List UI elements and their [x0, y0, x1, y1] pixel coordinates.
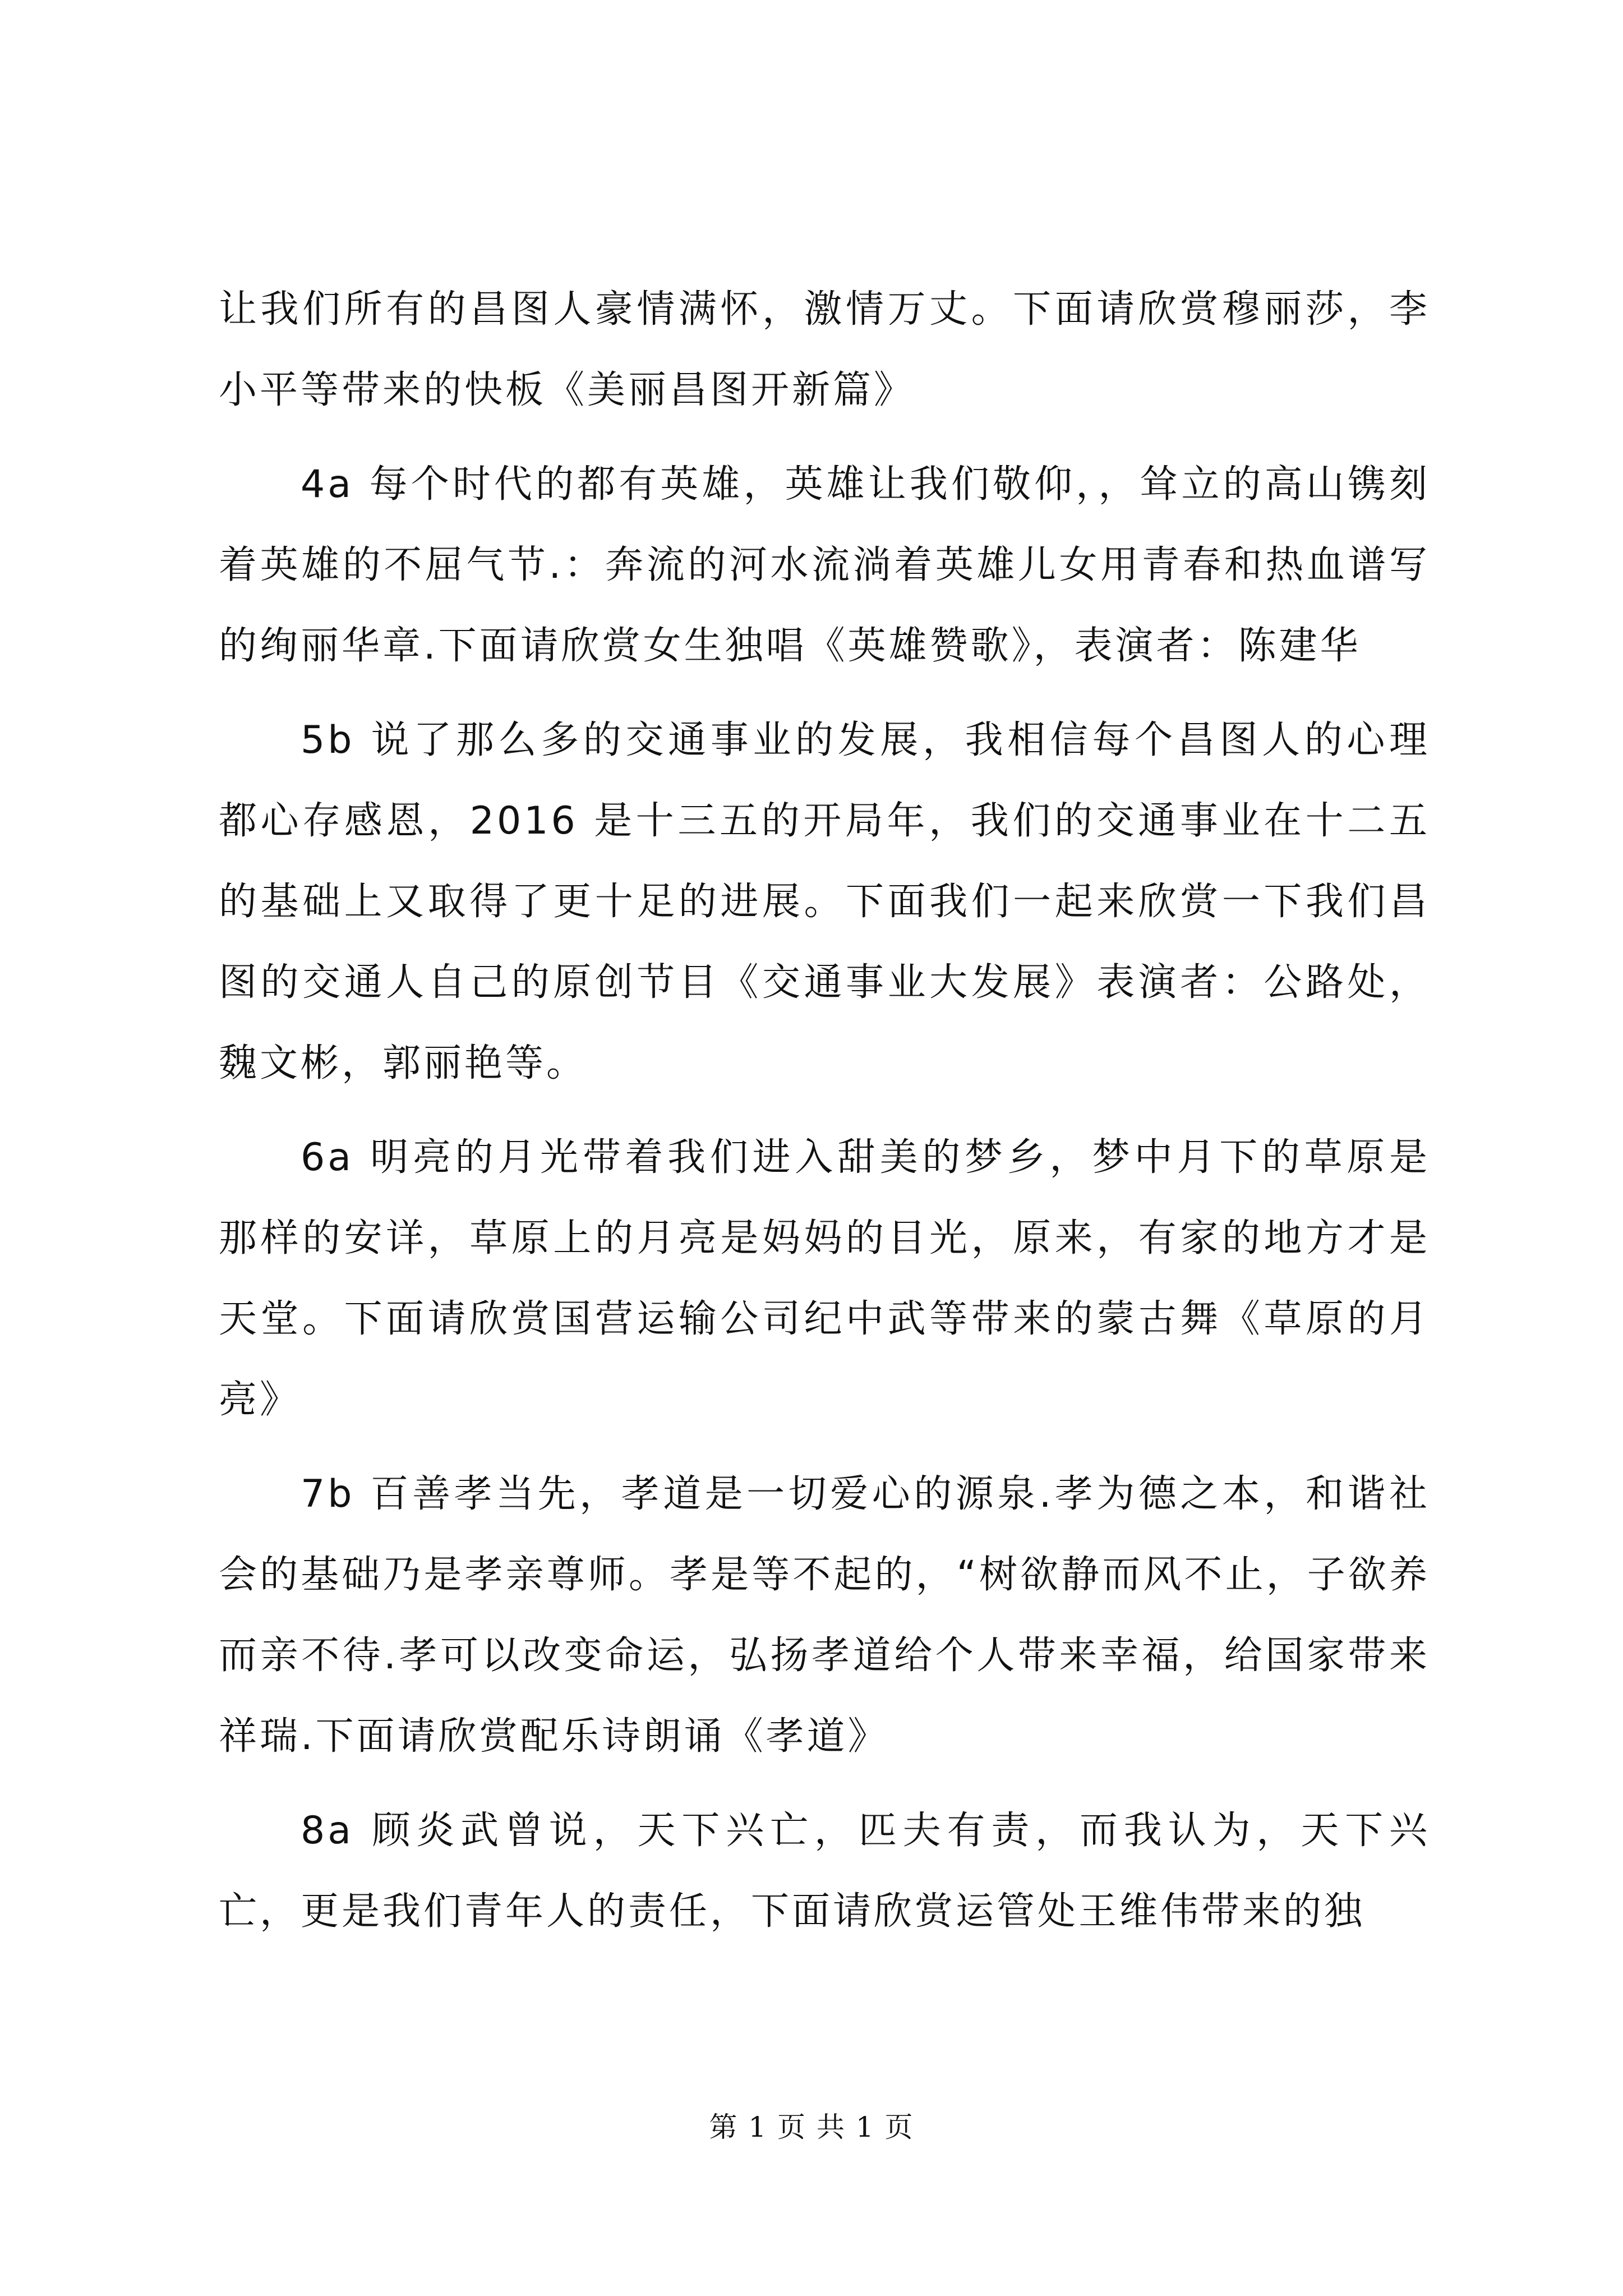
paragraph-8a: 8a 顾炎武曾说，天下兴亡，匹夫有责，而我认为，天下兴亡，更是我们青年人的责任，下面请欣赏运管处王维伟带来的独 — [219, 1809, 1430, 1934]
page-footer: 第 1 页 共 1 页 — [709, 2111, 914, 2143]
document-body — [219, 269, 1430, 1966]
paragraph-continuation: 让我们所有的昌图人豪情满怀，激情万丈。下面请欣赏穆丽莎，李小平等带来的快板《美丽昌图开新篇》 — [219, 287, 1430, 412]
paragraph-5b: 5b 说了那么多的交通事业的发展，我相信每个昌图人的心理都心存感恩，2016 是十三五的开局年，我们的交通事业在十二五的基础上又取得了更十足的进展。下面我们一起来欣赏一下我们昌图的交通人自己的原创节目《交通事业大发展》表演者：公路处，魏文彬，郭丽艳等。 — [219, 718, 1430, 1085]
paragraph-4a: 4a 每个时代的都有英雄，英雄让我们敬仰，，耸立的高山镌刻着英雄的不屈气节.：奔流的河水流淌着英雄儿女用青春和热血谱写的绚丽华章.下面请欣赏女生独唱《英雄赞歌》，表演者：陈建华 — [219, 462, 1430, 668]
paragraph-6a: 6a 明亮的月光带着我们进入甜美的梦乡，梦中月下的草原是那样的安详，草原上的月亮是妈妈的目光，原来，有家的地方才是天堂。下面请欣赏国营运输公司纪中武等带来的蒙古舞《草原的月亮》 — [219, 1135, 1430, 1422]
paragraph-7b: 7b 百善孝当先，孝道是一切爱心的源泉.孝为德之本，和谐社会的基础乃是孝亲尊师。孝是等不起的，“树欲静而风不止，子欲养而亲不待.孝可以改变命运，弘扬孝道给个人带来幸福，给国家带来祥瑞.下面请欣赏配乐诗朗诵《孝道》 — [219, 1472, 1430, 1759]
